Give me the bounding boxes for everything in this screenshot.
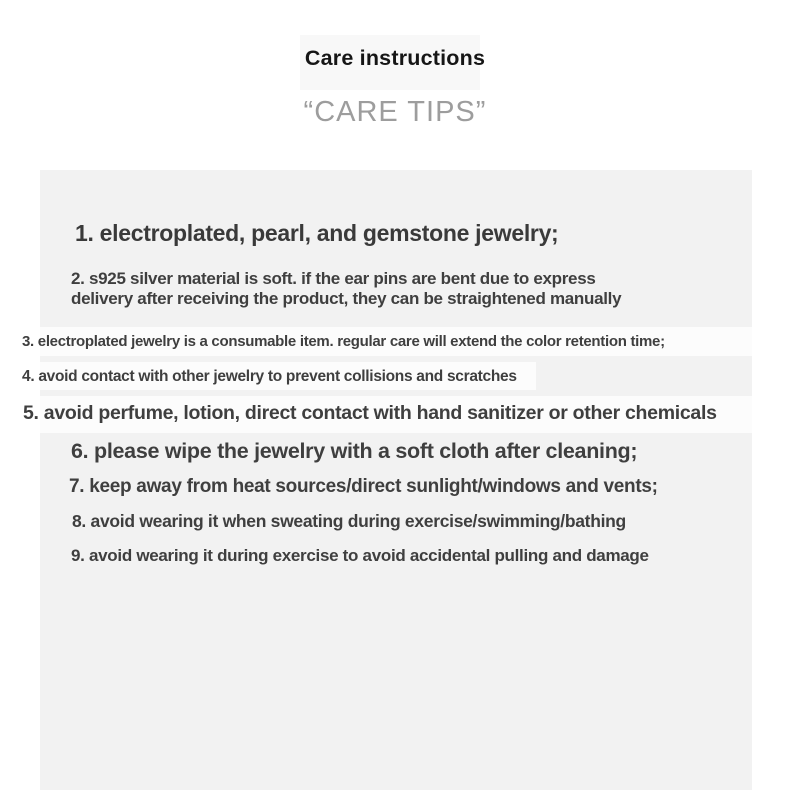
care-item-3: 3. electroplated jewelry is a consumable item. regular care will extend the color retention time; xyxy=(22,333,665,350)
care-item-4: 4. avoid contact with other jewelry to prevent collisions and scratches xyxy=(22,368,517,385)
care-item-2-line-1: 2. s925 silver material is soft. if the ear pins are bent due to express xyxy=(71,269,596,288)
care-item-7: 7. keep away from heat sources/direct sunlight/windows and vents; xyxy=(69,476,658,497)
care-item-8: 8. avoid wearing it when sweating during exercise/swimming/bathing xyxy=(72,511,626,531)
page-title: Care instructions xyxy=(304,46,486,70)
care-item-2-line-2: delivery after receiving the product, they can be straightened manually xyxy=(71,289,622,309)
care-item-5: 5. avoid perfume, lotion, direct contact with hand sanitizer or other chemicals xyxy=(23,402,717,424)
care-item-9: 9. avoid wearing it during exercise to avoid accidental pulling and damage xyxy=(71,546,649,565)
care-item-1: 1. electroplated, pearl, and gemstone jewelry; xyxy=(75,220,559,246)
care-item-2 xyxy=(71,269,621,310)
care-item-6: 6. please wipe the jewelry with a soft cloth after cleaning; xyxy=(71,439,638,463)
page-subtitle: “CARE TIPS” xyxy=(303,96,487,128)
